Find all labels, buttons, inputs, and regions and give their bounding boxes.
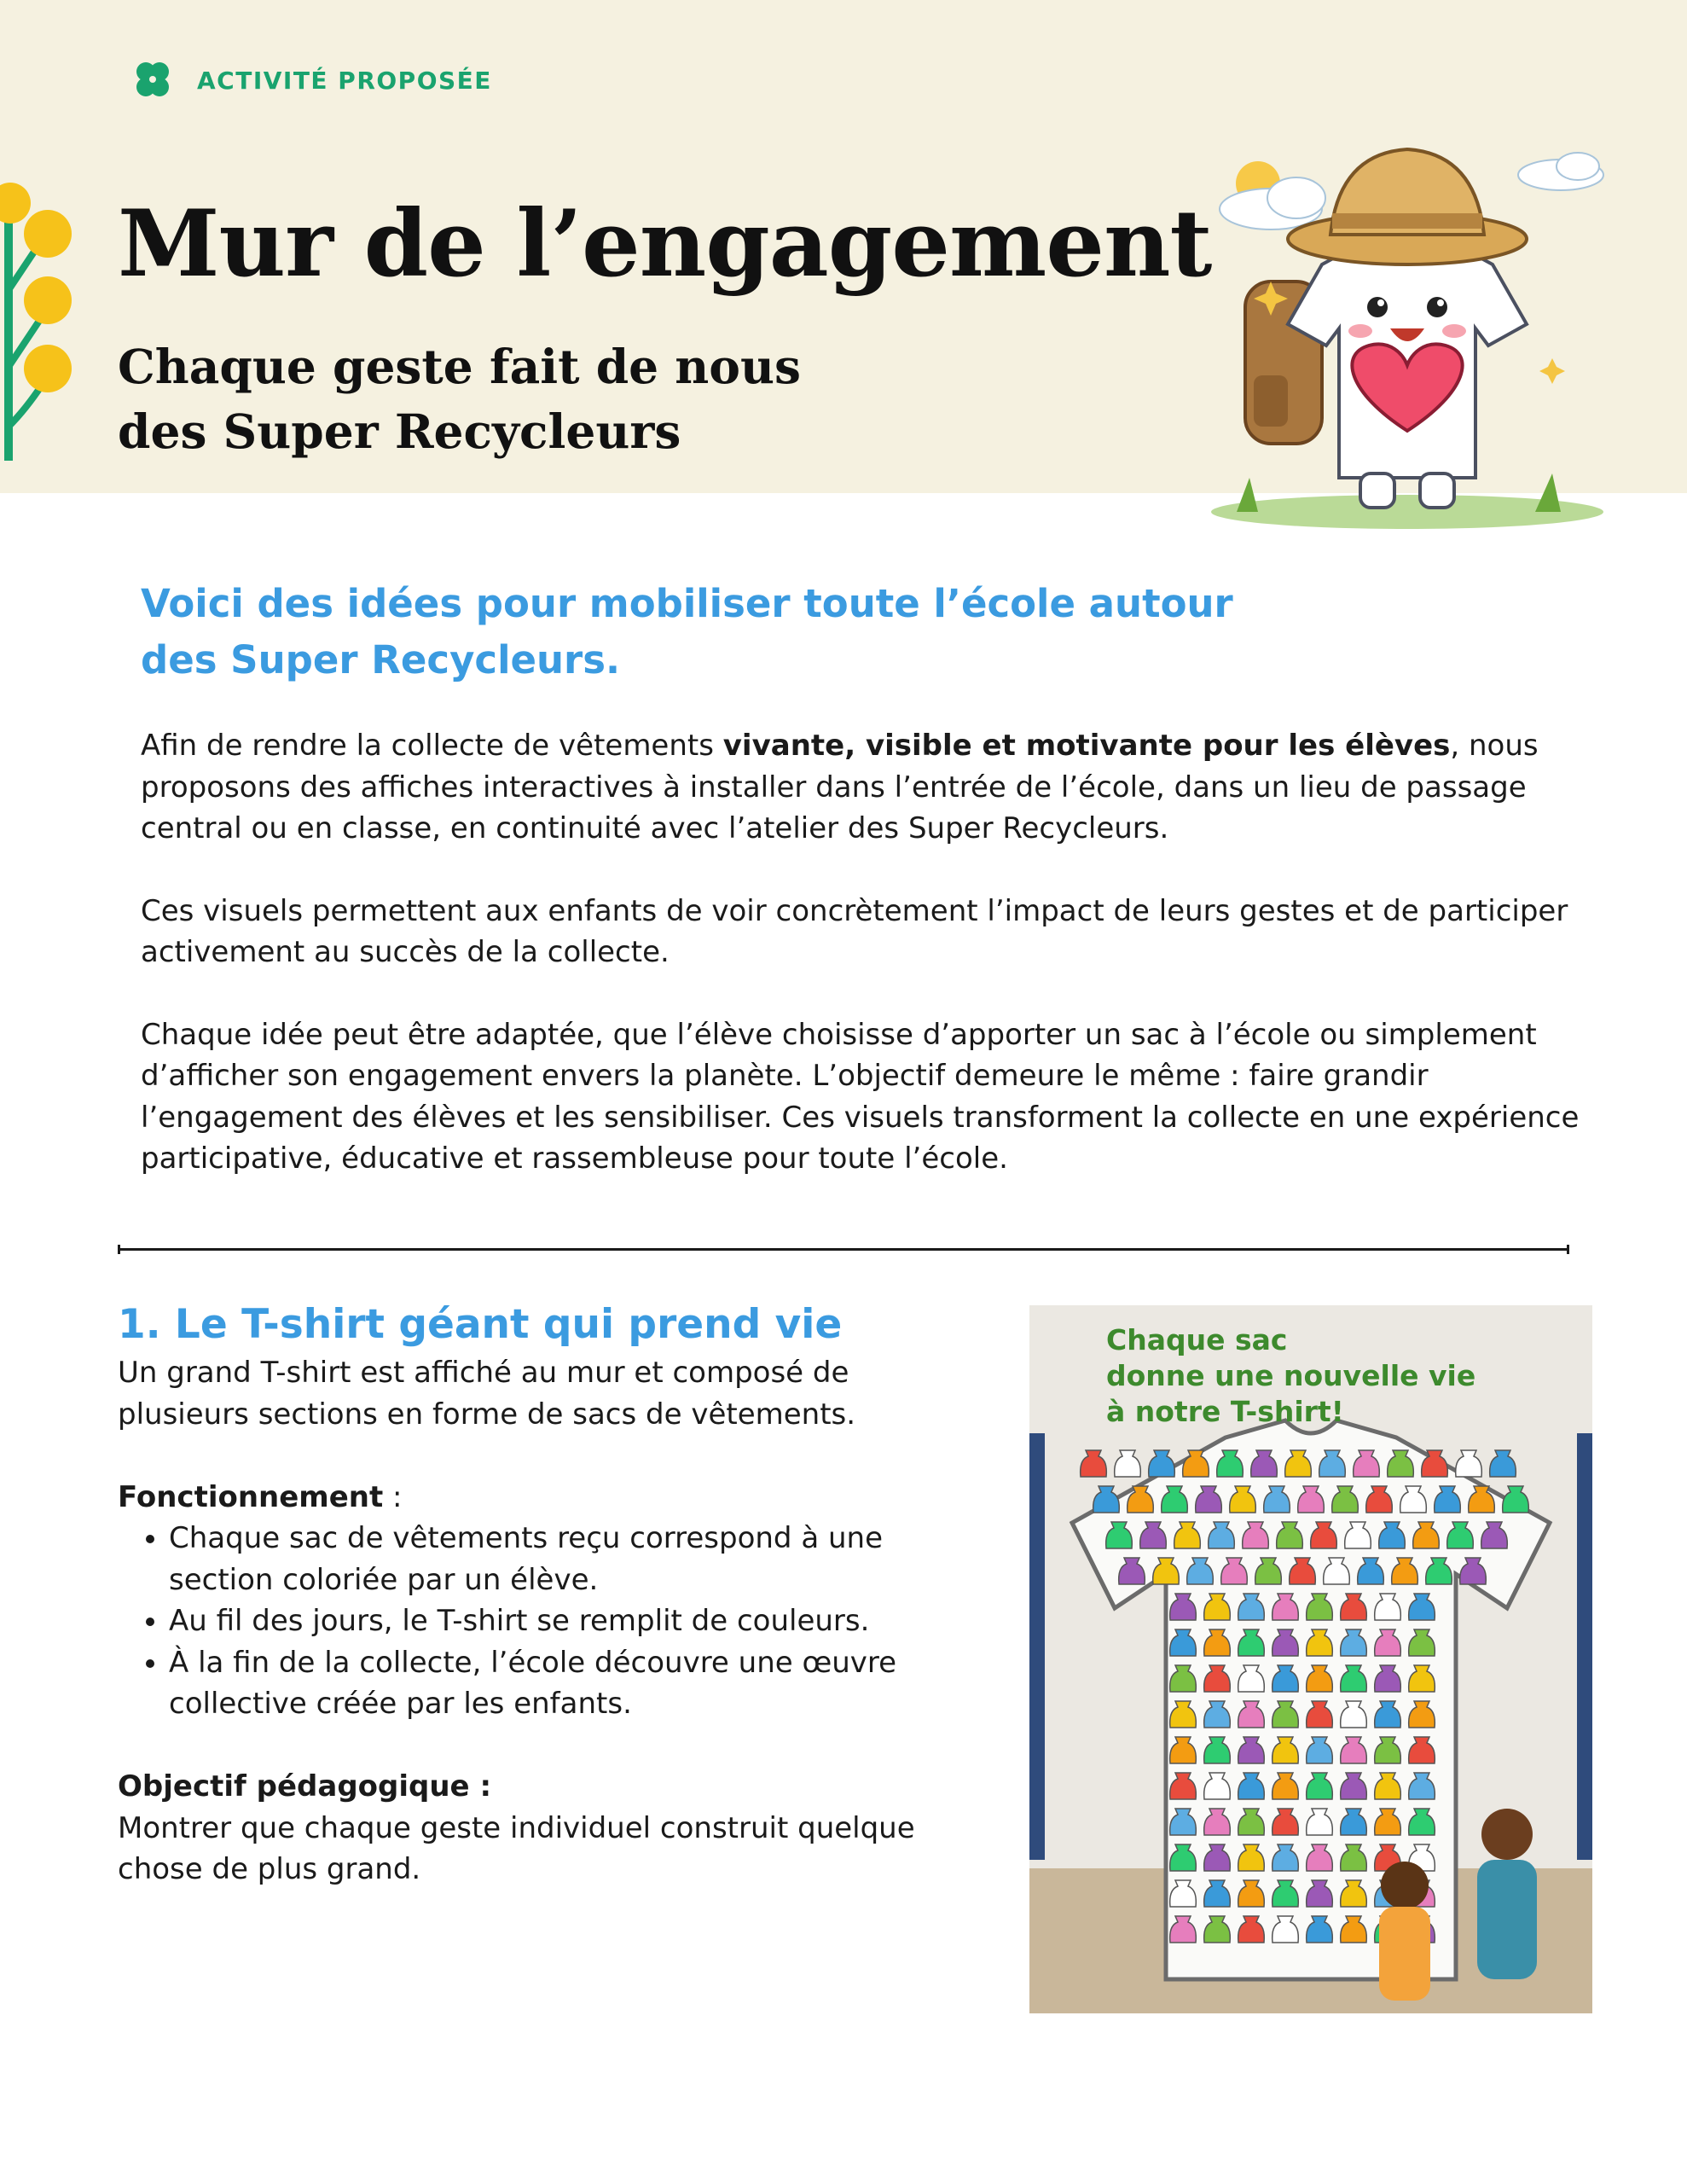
intro-paragraph-2: Ces visuels permettent aux enfants de voir concrètement l’impact de leurs gestes et de participer activement au succès de la collecte. bbox=[141, 893, 1568, 969]
poster-line-1: Chaque sac bbox=[1106, 1323, 1288, 1356]
spacer bbox=[118, 1725, 988, 1767]
intro-heading-line-1: Voici des idées pour mobiliser toute l’école autour bbox=[141, 581, 1233, 626]
intro-paragraph-3: Chaque idée peut être adaptée, que l’élève choisisse d’apporter un sac à l’école ou simplement d’afficher son engagement envers la planète. L’objectif demeure le même : faire grandir l’engagement des élèves et les sensibiliser. Ces visuels transforment la collecte en une expérience participative, éducative et rassembleuse pour toute l’école. bbox=[141, 1017, 1580, 1176]
page-subtitle bbox=[118, 334, 885, 464]
intro-p1-end: , nous proposons des affiches interactives à installer dans l’entrée de l’école, dans un lieu de passage central ou en classe, en continuité avec l’atelier des Super Recycleurs. bbox=[141, 729, 1539, 845]
intro-p1-emphasis: vivante, visible et motivante pour les élèves bbox=[722, 729, 1451, 763]
fonctionnement-label: Fonctionnement bbox=[118, 1479, 384, 1514]
poster-line-3: à notre T-shirt! bbox=[1106, 1395, 1344, 1428]
objectif-heading bbox=[118, 1766, 988, 1808]
objectif-label: Objectif pédagogique : bbox=[118, 1769, 492, 1804]
clover-icon bbox=[132, 60, 173, 101]
intro-p1-start: Afin de rendre la collecte de vêtements bbox=[141, 729, 723, 763]
flower-branch-icon bbox=[0, 171, 94, 461]
section-1-description: Un grand T-shirt est affiché au mur et composé de plusieurs sections en forme de sacs de vêtements. bbox=[118, 1356, 856, 1432]
section-divider bbox=[118, 1248, 1569, 1251]
poster-line-2: donne une nouvelle vie bbox=[1106, 1359, 1476, 1392]
intro-heading-line-2: des Super Recycleurs. bbox=[141, 637, 621, 682]
intro-body bbox=[141, 725, 1591, 1221]
eyebrow-label: ACTIVITÉ PROPOSÉE bbox=[197, 66, 492, 95]
objectif-text: Montrer que chaque geste individuel construit quelque chose de plus grand. bbox=[118, 1810, 915, 1886]
page-title: Mur de l’engagement bbox=[118, 190, 1212, 298]
fonctionnement-heading bbox=[118, 1477, 988, 1519]
section-1-body bbox=[118, 1352, 988, 1891]
subtitle-line-2: des Super Recycleurs bbox=[118, 404, 681, 459]
list-item: • Au fil des jours, le T-shirt se remplit de couleurs. bbox=[169, 1600, 988, 1642]
intro-heading bbox=[141, 576, 1249, 688]
tshirt-poster-image bbox=[1029, 1305, 1592, 2013]
intro-paragraph-1 bbox=[141, 725, 1591, 850]
activity-eyebrow bbox=[132, 60, 492, 101]
poster-headline bbox=[1106, 1322, 1533, 1430]
list-item: • À la fin de la collecte, l’école découvre une œuvre collective créée par les enfants. bbox=[169, 1642, 988, 1725]
list-item: • Chaque sac de vêtements reçu correspond à une section coloriée par un élève. bbox=[169, 1518, 988, 1600]
fonctionnement-suffix: : bbox=[383, 1479, 403, 1514]
spacer bbox=[118, 1435, 988, 1477]
tshirt-mascot-illustration bbox=[1186, 136, 1629, 529]
subtitle-line-1: Chaque geste fait de nous bbox=[118, 339, 801, 394]
fonctionnement-list bbox=[118, 1518, 988, 1725]
header-banner bbox=[0, 0, 1687, 493]
section-1-title: 1. Le T-shirt géant qui prend vie bbox=[118, 1301, 843, 1348]
